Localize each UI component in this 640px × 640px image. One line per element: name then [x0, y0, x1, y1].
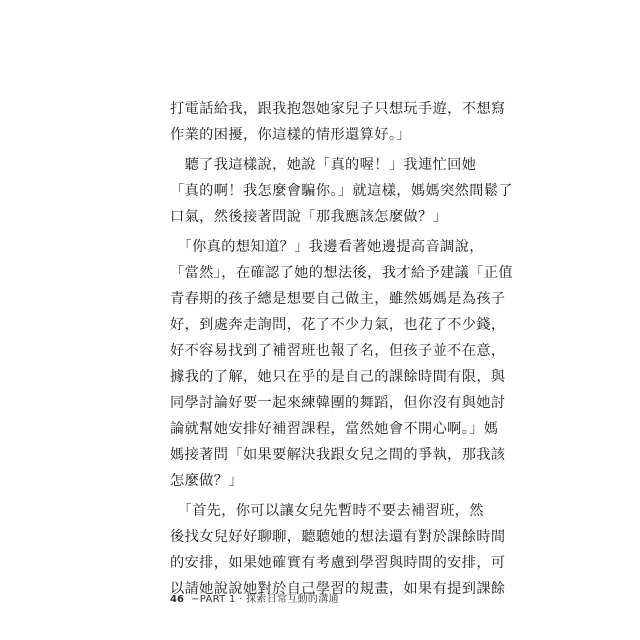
text-line: 好，到處奔走詢問，花了不少力氣，也花了不少錢，: [170, 317, 506, 333]
text-line: 口氣，然後接著問說「那我應該怎麼做？」: [170, 209, 448, 225]
text-line: 「當然」，在確認了她的想法後，我才給予建議「正值: [170, 265, 514, 281]
page-number: 46: [170, 594, 184, 605]
text-line: 「首先，你可以讓女兒先暫時不要去補習班，然: [170, 503, 484, 519]
text-line: 青春期的孩子總是想要自己做主，雖然媽媽是為孩子: [170, 291, 506, 307]
text-line: 怎麼做？」: [170, 473, 243, 489]
text-line: 「真的啊！我怎麼會騙你。」就這樣，媽媽突然間鬆了: [170, 183, 514, 199]
body-text: [170, 96, 514, 602]
chapter-label: −PART 1 ‧ 探索日常互動的溝通: [191, 594, 339, 605]
text-line: 聽了我這樣說，她說「真的喔！」我連忙回她: [170, 157, 477, 173]
page-footer: [170, 592, 339, 608]
text-line: 好不容易找到了補習班也報了名，但孩子並不在意，: [170, 343, 506, 359]
text-line: 同學討論好要一起來練韓團的舞蹈，但你沒有與她討: [170, 395, 506, 411]
text-line: 以請她說說她對於自己學習的規畫，如果有提到課餘: [170, 581, 506, 597]
text-line: 後找女兒好好聊聊，聽聽她的想法還有對於課餘時間: [170, 529, 506, 545]
text-line: 媽接著問「如果要解決我跟女兒之間的爭執，那我該: [170, 447, 506, 463]
text-line: 作業的困擾，你這樣的情形還算好。」: [170, 127, 411, 143]
text-line: 打電話給我，跟我抱怨她家兒子只想玩手遊，不想寫: [170, 101, 506, 117]
text-line: 「你真的想知道？」我邊看著她邊提高音調說，: [170, 239, 484, 255]
text-line: 據我的了解，她只在乎的是自己的課餘時間有限，與: [170, 369, 506, 385]
text-line: 論就幫她安排好補習課程，當然她會不開心啊。」媽: [170, 421, 499, 437]
text-line: 的安排，如果她確實有考慮到學習與時間的安排，可: [170, 555, 506, 571]
